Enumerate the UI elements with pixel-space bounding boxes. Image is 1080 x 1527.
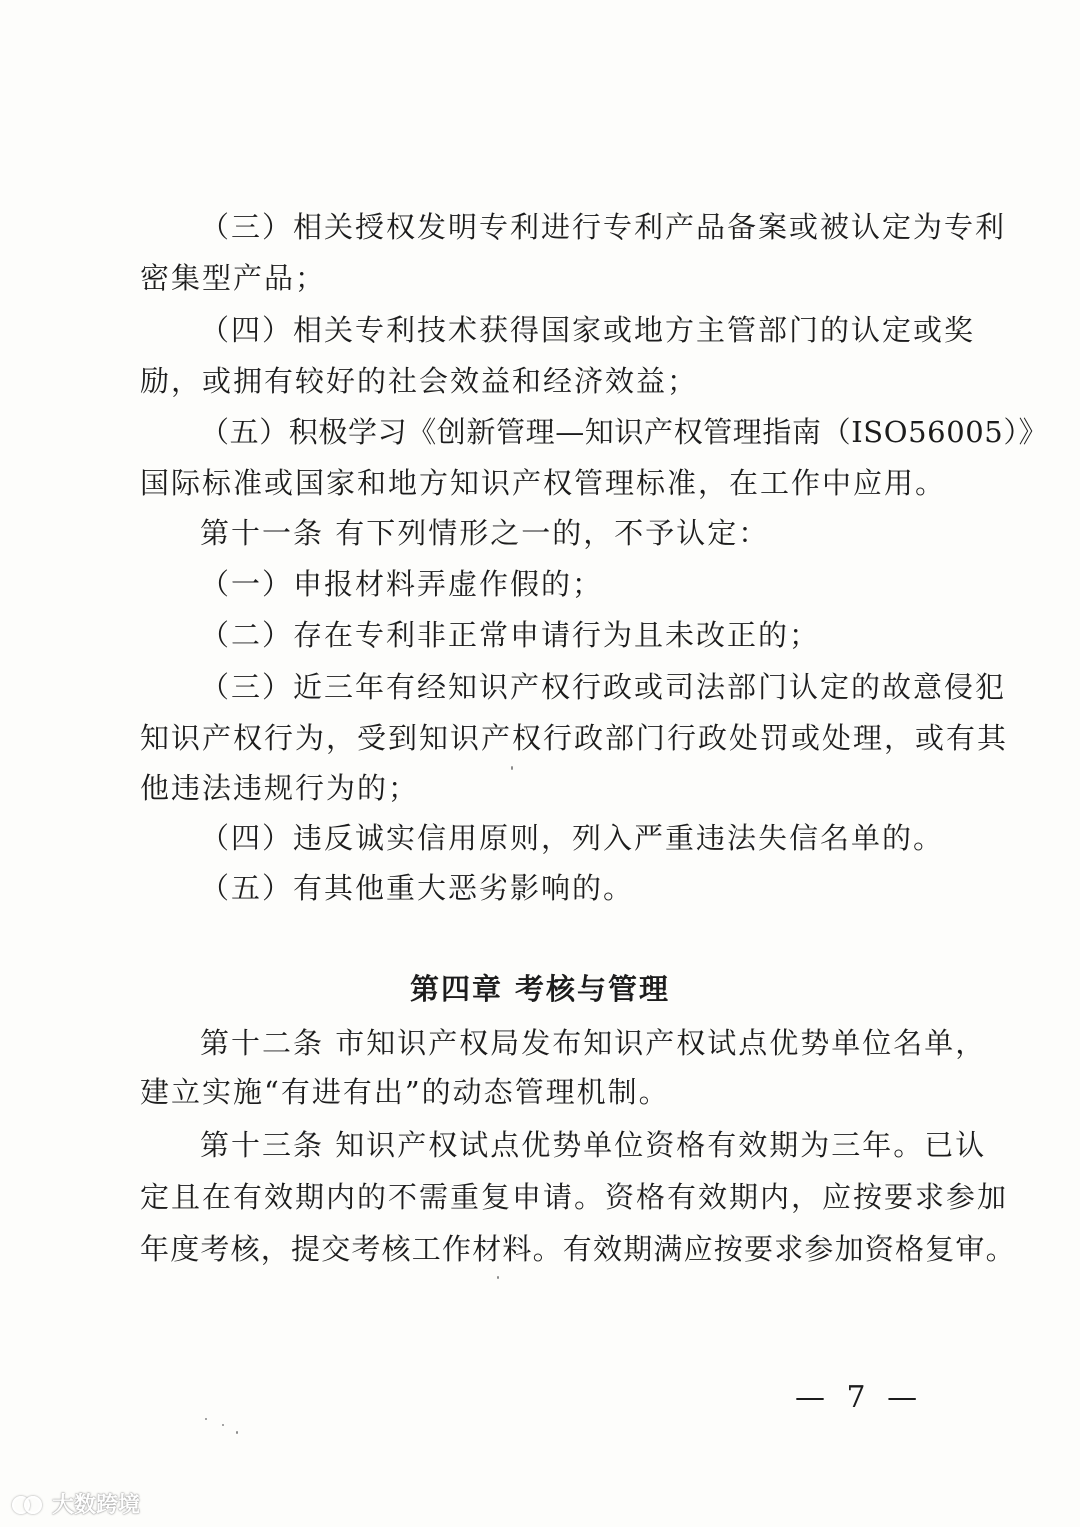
paragraph-line: （五）有其他重大恶劣影响的。 bbox=[200, 871, 635, 905]
page-number: — 7 — bbox=[795, 1380, 924, 1415]
paragraph-line: 他违法违规行为的； bbox=[140, 771, 420, 805]
article-heading-line: 第十二条 市知识产权局发布知识产权试点优势单位名单， bbox=[200, 1026, 987, 1060]
paragraph-line: （五）积极学习《创新管理—知识产权管理指南（ISO56005）》 bbox=[200, 415, 1049, 449]
paragraph-line: 定且在有效期内的不需重复申请。资格有效期内，应按要求参加 bbox=[140, 1180, 1009, 1214]
watermark-logo-icon bbox=[12, 1492, 46, 1516]
paragraph-line: （三）相关授权发明专利进行专利产品备案或被认定为专利 bbox=[200, 210, 1007, 244]
paragraph-line: （四）违反诚实信用原则，列入严重违法失信名单的。 bbox=[200, 821, 945, 855]
scan-speck bbox=[222, 1424, 224, 1426]
paragraph-line: 建立实施“有进有出”的动态管理机制。 bbox=[140, 1075, 670, 1109]
scan-speck bbox=[497, 1276, 499, 1279]
scan-speck bbox=[511, 766, 513, 770]
scan-speck bbox=[236, 1431, 238, 1434]
paragraph-line: 知识产权行为，受到知识产权行政部门行政处罚或处理，或有其 bbox=[140, 721, 1009, 755]
watermark-text: 大数跨境 bbox=[52, 1493, 141, 1518]
article-heading-line: 第十三条 知识产权试点优势单位资格有效期为三年。已认 bbox=[200, 1128, 987, 1162]
paragraph-line: 励，或拥有较好的社会效益和经济效益； bbox=[140, 364, 699, 398]
chapter-title: 第四章 考核与管理 bbox=[409, 972, 671, 1006]
scan-speck bbox=[205, 1418, 207, 1420]
watermark bbox=[12, 1488, 140, 1519]
paragraph-line: （四）相关专利技术获得国家或地方主管部门的认定或奖 bbox=[200, 313, 976, 347]
paragraph-line: （一）申报材料弄虚作假的； bbox=[200, 567, 604, 601]
paragraph-line: 密集型产品； bbox=[140, 261, 327, 295]
paragraph-line: 年度考核，提交考核工作材料。有效期满应按要求参加资格复审。 bbox=[140, 1232, 1016, 1266]
paragraph-line: （三）近三年有经知识产权行政或司法部门认定的故意侵犯 bbox=[200, 670, 1007, 704]
paragraph-line: 国际标准或国家和地方知识产权管理标准，在工作中应用。 bbox=[140, 466, 947, 500]
article-heading-line: 第十一条 有下列情形之一的，不予认定： bbox=[200, 516, 770, 550]
paragraph-line: （二）存在专利非正常申请行为且未改正的； bbox=[200, 618, 821, 652]
